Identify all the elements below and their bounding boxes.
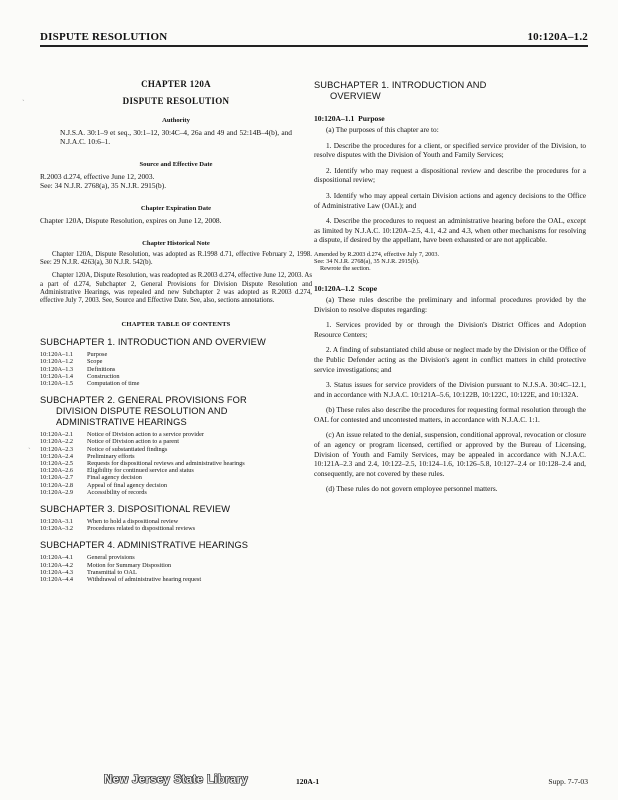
toc-entry [40, 576, 201, 583]
amendment-line: See: 34 N.J.R. 2768(a), 35 N.J.R. 2915(b). [314, 257, 420, 265]
source-heading: Source and Effective Date [139, 161, 213, 168]
toc-entry-title: General provisions [87, 554, 135, 562]
toc-entry-number: 10:120A–2.9 [40, 488, 74, 496]
toc-entry-number: 10:120A–4.4 [40, 576, 74, 584]
toc-entry-number: 10:120A–2.5 [40, 460, 74, 468]
scan-mark: ˏ [28, 440, 31, 449]
toc-subchapter-1-title: SUBCHAPTER 1. INTRODUCTION AND OVERVIEW [40, 337, 266, 348]
toc-heading: CHAPTER TABLE OF CONTENTS [121, 321, 231, 329]
supplement-date: Supp. 7-7-03 [548, 777, 588, 786]
subchapter-1-heading-line: OVERVIEW [330, 91, 381, 101]
toc-entry-title: Requests for dispositional reviews and administrative hearings [87, 460, 245, 468]
toc-entry-number: 10:120A–2.4 [40, 452, 74, 460]
toc-entry-number: 10:120A–1.2 [40, 358, 74, 366]
toc-entry-number: 10:120A–4.2 [40, 561, 74, 569]
toc-subchapter-4-title: SUBCHAPTER 4. ADMINISTRATIVE HEARINGS [40, 540, 249, 551]
toc-entry-number: 10:120A–1.5 [40, 380, 74, 388]
toc-entry [40, 518, 195, 525]
subchapter-1-heading-line: SUBCHAPTER 1. INTRODUCTION AND [314, 80, 487, 90]
running-header [40, 31, 588, 43]
toc-entry [40, 489, 245, 496]
toc-entry-number: 10:120A–2.7 [40, 474, 74, 482]
section-1-2-paragraph-d: (d) These rules do not govern employee personnel matters. [326, 484, 498, 494]
section-1-1-amendment-note [314, 251, 586, 272]
toc-entry-number: 10:120A–4.1 [40, 554, 74, 562]
toc-entry-title: Computation of time [87, 380, 140, 388]
toc-subchapter-3-title: SUBCHAPTER 3. DISPOSITIONAL REVIEW [40, 504, 231, 515]
toc-entry [40, 460, 245, 467]
toc-entry-title: Notice of substantiated findings [87, 445, 168, 453]
toc-entry [40, 453, 245, 460]
section-1-1-heading [314, 114, 586, 123]
toc-entry-title: Notice of Division action to a parent [87, 438, 179, 446]
toc-entry [40, 569, 201, 576]
toc-subchapter-4-list [40, 554, 201, 583]
section-1-1-item-1: 1. Describe the procedures for a client, or specified service provider of the Division, to resolve disputes with the Division of Youth and Family Services; [314, 140, 586, 160]
section-1-1-item-4: 4. Describe the procedures to request an administrative hearing before the OAL, except as limited by N.J.A.C. 10:120A–2.5, 4.1, 4.2 and 4.3, when other mechanisms for resolving a dispute, if desired by the appellant, have been exhausted or are not applicable. [314, 216, 586, 245]
toc-subchapter-1-list [40, 351, 139, 387]
toc-entry-title: Definitions [87, 365, 116, 373]
toc-entry-title: Purpose [87, 351, 108, 359]
toc-entry-title: Eligibility for continued service and status [87, 467, 194, 475]
history-text-2: Chapter 120A, Dispute Resolution, was readopted as R.2003 d.274, effective June 12, 2003. As a part of d.274, Subchapter 2, General Provisions for Division Dispute Resolution and Administrative Hearings, was repealed and new Subchapter 2 was adopted as R.2003 d.274, effective July 7, 2003. See, Source and Effective Date. See, also, sections annotations. [40, 272, 312, 305]
section-title: Purpose [358, 114, 385, 123]
toc-entry-title: Transmittal to OAL [87, 568, 137, 576]
toc-subchapter-2-list [40, 431, 245, 496]
toc-entry-title: Construction [87, 372, 120, 380]
toc-entry-title: Final agency decision [87, 474, 142, 482]
toc-entry-number: 10:120A–3.1 [40, 518, 74, 526]
chapter-title: DISPUTE RESOLUTION [122, 96, 230, 106]
toc-entry [40, 482, 245, 489]
toc-subchapter-2-title-line: DIVISION DISPUTE RESOLUTION AND [56, 406, 228, 417]
toc-entry-title: Motion for Summary Disposition [87, 561, 172, 569]
header-title: DISPUTE RESOLUTION [40, 31, 168, 43]
header-rule [40, 45, 588, 47]
subchapter-1-heading [314, 80, 586, 102]
toc-entry [40, 366, 139, 373]
toc-subchapter-2-title-line: ADMINISTRATIVE HEARINGS [56, 417, 187, 428]
amendment-line: Amended by R.2003 d.274, effective July 7, 2003. [314, 250, 439, 258]
header-section-number: 10:120A–1.2 [527, 31, 588, 43]
toc-entry [40, 358, 139, 365]
toc-entry-number: 10:120A–2.2 [40, 438, 74, 446]
source-text-1: R.2003 d.274, effective June 12, 2003. [40, 172, 155, 181]
section-1-1-paragraph-a: (a) The purposes of this chapter are to: [326, 125, 439, 134]
toc-entry [40, 351, 139, 358]
left-column [40, 80, 312, 583]
toc-entry [40, 431, 245, 438]
chapter-number: CHAPTER 120A [141, 79, 211, 89]
toc-entry [40, 525, 195, 532]
toc-entry [40, 467, 245, 474]
amendment-line: Rewrote the section. [320, 264, 371, 272]
toc-entry-title: Accessibility of records [87, 488, 147, 496]
section-number: 10:120A–1.2 [314, 283, 355, 293]
section-1-2-item-3: 3. Status issues for service providers of the Division pursuant to N.J.S.A. 30:4C–12.1, and in accordance with N.J.A.C. 10:121A–5.6, 10:122B, 10:122C, 10:122E, and 10:132A. [314, 380, 586, 399]
toc-entry-title: Procedures related to dispositional reviews [87, 525, 196, 533]
toc-entry-title: Preliminary efforts [87, 452, 135, 460]
toc-entry-number: 10:120A–1.1 [40, 351, 74, 359]
section-1-2-paragraph-a: (a) These rules describe the preliminary and informal procedures provided by the Division to resolve disputes regarding: [314, 294, 586, 314]
section-1-2-item-2: 2. A finding of substantiated child abuse or neglect made by the Division or the Office of the Public Defender acting as the Division's agent in conflict matters in child protective service investigations; and [314, 345, 586, 374]
toc-entry [40, 438, 245, 445]
toc-entry-number: 10:120A–1.3 [40, 365, 74, 373]
toc-entry-title: Scope [87, 358, 103, 366]
history-heading: Chapter Historical Note [142, 240, 210, 247]
section-1-2-paragraph-c: (c) An issue related to the denial, suspension, conditional approval, revocation or closure of an agency or program licensed, certified or approved by the Bureau of Licensing, Division of Youth and Family Services, may be appealed in accordance with N.J.A.C. 10:121A–2.3 and 2.4, 10:122–2.5, 10:124–1.6, 10:126–5.8, 10:127–2.4 or 10:128–2.4 and, consequently, are not covered by these rules. [314, 430, 586, 478]
toc-entry-number: 10:120A–1.4 [40, 372, 74, 380]
toc-entry [40, 446, 245, 453]
toc-entry [40, 373, 139, 380]
toc-entry-title: Notice of Division action to a service provider [87, 431, 204, 439]
toc-entry [40, 554, 201, 561]
page-number: 120A-1 [296, 777, 320, 786]
toc-entry-number: 10:120A–2.3 [40, 445, 74, 453]
section-1-1-item-3: 3. Identify who may appeal certain Division actions and agency decisions to the Office of Administrative Law (OAL); and [314, 190, 586, 210]
section-number: 10:120A–1.1 [314, 114, 355, 123]
toc-entry-title: Withdrawal of administrative hearing request [87, 576, 202, 584]
section-1-1-item-2: 2. Identify who may request a dispositional review and describe the procedures for a dispositional review; [314, 165, 586, 185]
history-text-1: Chapter 120A, Dispute Resolution, was adopted as R.1998 d.71, effective February 2, 1998. See: 29 N.J.R. 4263(a), 30 N.J.R. 542(b). [40, 251, 312, 267]
section-1-2-paragraph-b: (b) These rules also describe the procedures for requesting formal resolution through the OAL for contested and uncontested matters, in accordance with N.J.A.C. 1:1. [314, 405, 586, 424]
expiration-text: Chapter 120A, Dispute Resolution, expires on June 12, 2008. [40, 216, 222, 225]
toc-entry-number: 10:120A–2.1 [40, 431, 74, 439]
scan-mark: ˎ [22, 92, 25, 101]
authority-heading: Authority [162, 117, 190, 124]
toc-entry [40, 474, 245, 481]
toc-subchapter-3-list [40, 518, 195, 532]
toc-entry [40, 380, 139, 387]
toc-entry-title: Appeal of final agency decision [87, 481, 168, 489]
section-1-2-heading [314, 284, 586, 293]
toc-subchapter-2-title-line: SUBCHAPTER 2. GENERAL PROVISIONS FOR [40, 395, 247, 406]
right-column [314, 80, 586, 494]
section-1-2-item-1: 1. Services provided by or through the Division's District Offices and Adoption Resource Centers; [314, 320, 586, 339]
library-stamp: New Jersey State Library [104, 774, 248, 786]
toc-entry-number: 10:120A–3.2 [40, 525, 74, 533]
authority-text: N.J.S.A. 30:1–9 et seq., 30:1–12, 30:4C–4, 26a and 49 and 52:14B–4(b), and N.J.A.C. 10:6–1. [60, 128, 292, 146]
toc-entry-number: 10:120A–2.6 [40, 467, 74, 475]
expiration-heading: Chapter Expiration Date [140, 205, 212, 212]
toc-subchapter-2-title [40, 395, 312, 428]
section-title: Scope [358, 283, 378, 293]
source-text-2: See: 34 N.J.R. 2768(a), 35 N.J.R. 2915(b). [40, 181, 167, 190]
toc-entry [40, 562, 201, 569]
toc-entry-number: 10:120A–2.8 [40, 481, 74, 489]
toc-entry-title: When to hold a dispositional review [87, 518, 179, 526]
toc-entry-number: 10:120A–4.3 [40, 568, 74, 576]
